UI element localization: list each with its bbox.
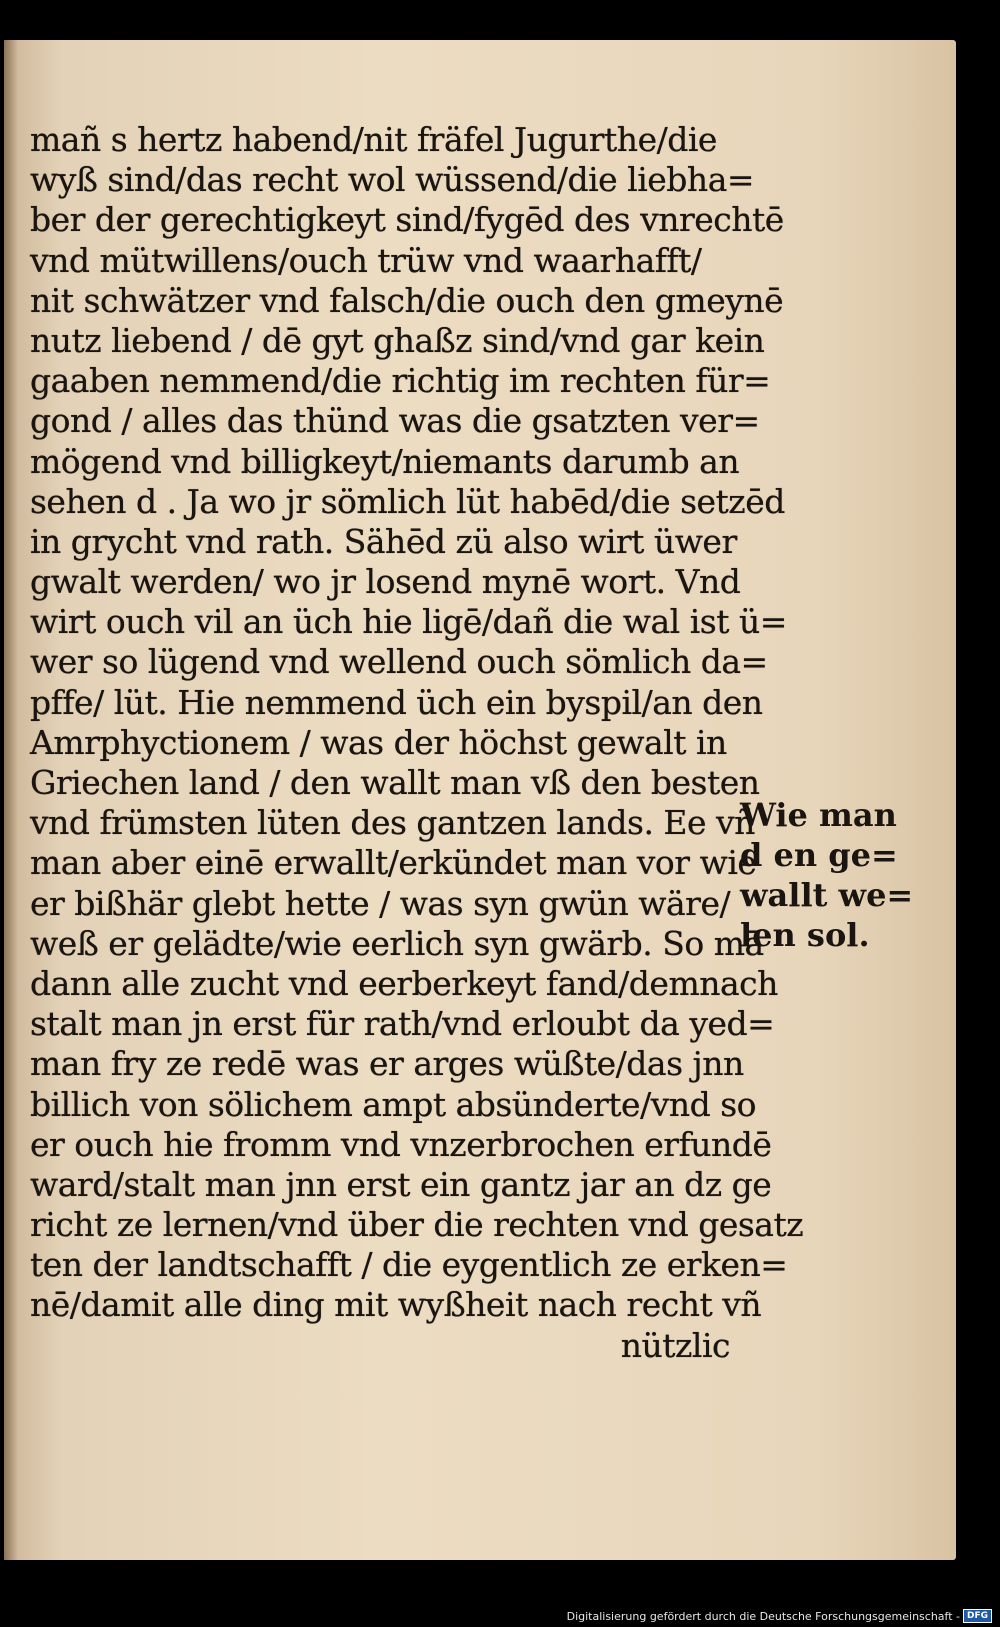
text-line: Griechen land / den wallt man vß den besten xyxy=(30,763,760,802)
text-line: Amrphyctionem / was der höchst gewalt in xyxy=(30,722,727,762)
text-line: man aber einē erwallt/erkündet man vor wie xyxy=(30,843,757,883)
footer-text: Digitalisierung gefördert durch die Deutsche Forschungsgemeinschaft - xyxy=(566,1609,960,1623)
text-line: stalt man jn erst für rath/vnd erloubt da yed= xyxy=(30,1004,775,1044)
margin-note-line: d en ge= xyxy=(740,836,898,874)
text-line: ward/stalt man jnn erst ein gantz jar an dz ge xyxy=(30,1164,772,1204)
text-line: nit schwätzer vnd falsch/die ouch den gmeynē xyxy=(30,280,784,320)
text-line: vnd frümsten lüten des gantzen lands. Ee vñ xyxy=(30,803,755,843)
text-line: ber der gerechtigkeyt sind/fygēd des vnrechtē xyxy=(30,200,784,240)
text-line: vnd mütwillens/ouch trüw vnd waarhafft/ xyxy=(30,240,702,280)
text-line: er bißhär glebt hette / was syn gwün wäre/ xyxy=(30,883,731,923)
text-line: ten der landtschafft / die eygentlich ze erken= xyxy=(30,1245,788,1285)
text-line: gaaben nemmend/die richtig im rechten für= xyxy=(30,361,771,401)
text-line: er ouch hie fromm vnd vnzerbrochen erfundē xyxy=(30,1124,772,1164)
text-line: billich von sölichem ampt absünderte/vnd so xyxy=(30,1084,757,1124)
dfg-logo: DFG xyxy=(963,1609,992,1623)
text-line: weß er gelädte/wie eerlich syn gwärb. So mā xyxy=(30,923,764,963)
footer xyxy=(567,1609,992,1623)
text-line: nē/damit alle ding mit wyßheit nach recht vñ xyxy=(30,1285,762,1325)
text-line: wirt ouch vil an üch hie ligē/dañ die wal ist ü= xyxy=(30,602,787,642)
margin-note-line: Wie man xyxy=(740,796,897,834)
margin-note xyxy=(740,795,914,955)
margin-note-line: wallt we= xyxy=(740,876,914,914)
body-text xyxy=(30,120,804,1366)
text-line: wyß sind/das recht wol wüssend/die liebha= xyxy=(30,160,755,200)
text-line: gond / alles das thünd was die gsatzten ver= xyxy=(30,401,760,441)
margin-note-line: len sol. xyxy=(740,916,870,954)
text-line: in grycht vnd rath. Sähēd zü also wirt üwer xyxy=(30,521,737,561)
text-line: dann alle zucht vnd eerberkeyt fand/demnach xyxy=(30,963,778,1003)
text-line: mañ s hertz habend/nit fräfel Jugurthe/die xyxy=(30,120,717,159)
text-line: pffe/ lüt. Hie nemmend üch ein byspil/an den xyxy=(30,682,763,722)
text-line: mögend vnd billigkeyt/niemants darumb an xyxy=(30,441,740,481)
text-line: richt ze lernen/vnd über die rechten vnd gesatz xyxy=(30,1205,804,1245)
text-line: man fry ze redē was er arges wüßte/das jnn xyxy=(30,1044,744,1084)
text-line: gwalt werden/ wo jr losend mynē wort. Vnd xyxy=(30,562,741,602)
text-line: nützlic xyxy=(620,1325,730,1365)
text-line: sehen d . Ja wo jr sömlich lüt habēd/die setzēd xyxy=(30,481,785,521)
text-line: nutz liebend / dē gyt ghaßz sind/vnd gar kein xyxy=(30,320,765,360)
text-line: wer so lügend vnd wellend ouch sömlich da= xyxy=(30,642,768,682)
